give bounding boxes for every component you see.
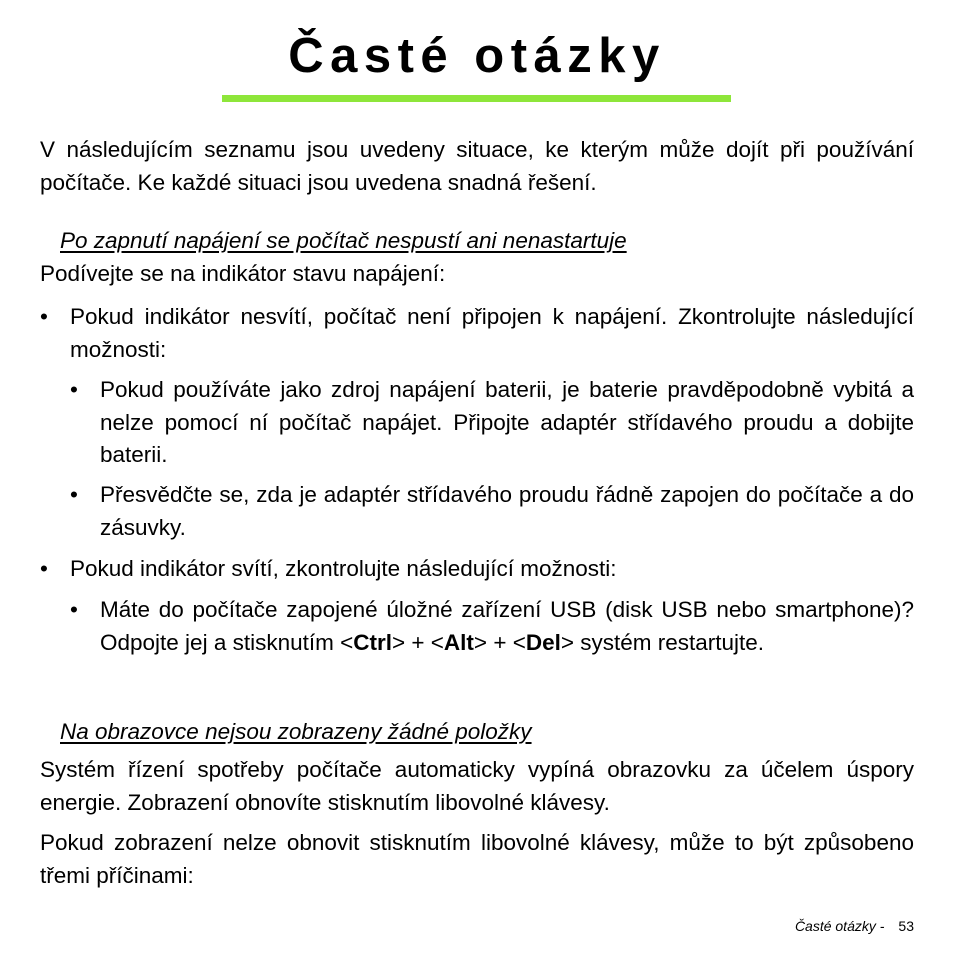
page-footer (795, 918, 914, 934)
section2-paragraph1: Systém řízení spotřeby počítače automaticky vypíná obrazovku za účelem úspory energie. Zobrazení obnovíte stisknutím libovolné klávesy. (40, 757, 914, 815)
section1-bullet2: Pokud indikátor svítí, zkontrolujte následující možnosti: (70, 556, 617, 581)
section1-lead: Podívejte se na indikátor stavu napájení: (40, 261, 446, 286)
sub1-text-before: Máte do počítače zapojené úložné zařízení USB (disk USB nebo smartphone)? Odpojte jej a stisknutím < (100, 597, 914, 655)
key-alt: Alt (443, 629, 474, 655)
page-title: Časté otázky (288, 29, 666, 83)
sub1-text-after: > systém restartujte. (560, 629, 765, 655)
section1-bullet1: Pokud indikátor nesvítí, počítač není připojen k napájení. Zkontrolujte následující možnosti: (70, 304, 914, 362)
key-separator: > + < (473, 629, 526, 655)
bullet-marker: • (40, 556, 48, 581)
footer-label: Časté otázky - (794, 918, 885, 934)
page-number: 53 (898, 918, 914, 934)
key-del: Del (525, 629, 561, 655)
key-separator: > + < (392, 629, 444, 655)
section1-bullet2-sub1 (100, 594, 914, 659)
key-ctrl: Ctrl (353, 629, 392, 655)
section1-bullet1-sub2: Přesvědčte se, zda je adaptér střídavého proudu řádně zapojen do počítače a do zásuvky. (100, 482, 914, 540)
section2-paragraph2: Pokud zobrazení nelze obnovit stisknutím libovolné klávesy, může to být způsobeno třemi příčinami: (40, 830, 914, 888)
section1-bullet1-sub1: Pokud používáte jako zdroj napájení baterii, je baterie pravděpodobně vybitá a nelze pomocí ní počítač napájet. Připojte adaptér střídavého proudu a dobijte baterii. (100, 377, 914, 467)
bullet-marker: • (70, 377, 78, 402)
title-underline-bar (222, 95, 731, 102)
bullet-marker: • (40, 304, 48, 329)
section2-heading: Na obrazovce nejsou zobrazeny žádné položky (60, 719, 532, 744)
section1-heading: Po zapnutí napájení se počítač nespustí ani nenastartuje (60, 228, 627, 253)
intro-paragraph: V následujícím seznamu jsou uvedeny situace, ke kterým může dojít při používání počítače. Ke každé situaci jsou uvedena snadná řešení. (40, 137, 914, 195)
bullet-marker: • (70, 482, 78, 507)
bullet-marker: • (70, 597, 78, 622)
